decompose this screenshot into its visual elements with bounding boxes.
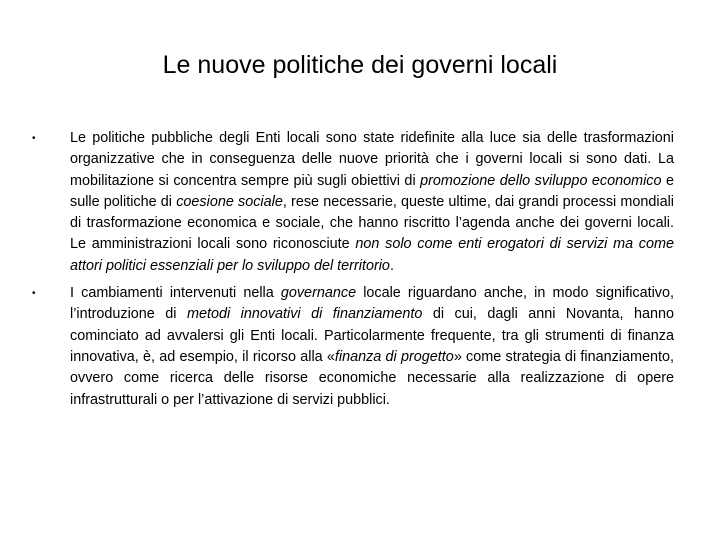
italic-segment: metodi innovativi di finanziamento [186,306,423,323]
bullet-text [70,285,674,407]
bullet-item [30,128,674,277]
italic-segment: coesione sociale [176,193,283,210]
bullet-icon: • [32,288,36,300]
text-segment: . [389,257,394,274]
text-segment: e sulle politiche di [70,172,674,210]
text-segment: di cui, dagli anni Novanta, hanno cominciato ad avvalersi gli Enti locali. Particolarmente frequente, tra gli strumenti di finanza innovativa, è, ad esempio, il ricorso alla « [70,306,675,365]
slide-title: Le nuove politiche dei governi locali [162,51,558,79]
text-segment: locale riguardano anche, in modo significativo, l’introduzione di [70,285,674,323]
bullet-item [30,283,674,411]
italic-segment: promozione dello sviluppo economico [420,172,662,189]
bullet-list [30,128,674,417]
italic-segment: non solo come enti erogatori di servizi ma come attori politici essenziali per lo sviluppo del territorio [70,236,674,274]
italic-segment: finanza di progetto [334,348,454,365]
bullet-icon: • [32,133,36,144]
text-segment: » come strategia di finanziamento, ovvero come ricerca delle risorse economiche necessarie alla realizzazione di opere infrastrutturali o per l’attivazione di servizi pubblici. [70,348,674,408]
bullet-text [70,130,674,274]
text-segment: Le politiche pubbliche degli Enti locali sono state ridefinite alla luce sia delle trasformazioni organizzative che in conseguenza delle nuove priorità che i governi locali si sono dati. La mobilitazione si concentra sempre più sugli obiettivi di [70,130,674,189]
text-segment: I cambiamenti intervenuti nella [70,285,281,302]
text-segment: , rese necessarie, queste ultime, dai grandi processi mondiali di trasformazione economica e sociale, che hanno riscritto l’agenda anche dei governi locali. Le amministrazioni locali sono riconosciute [70,193,675,253]
italic-segment: governance [280,285,357,302]
